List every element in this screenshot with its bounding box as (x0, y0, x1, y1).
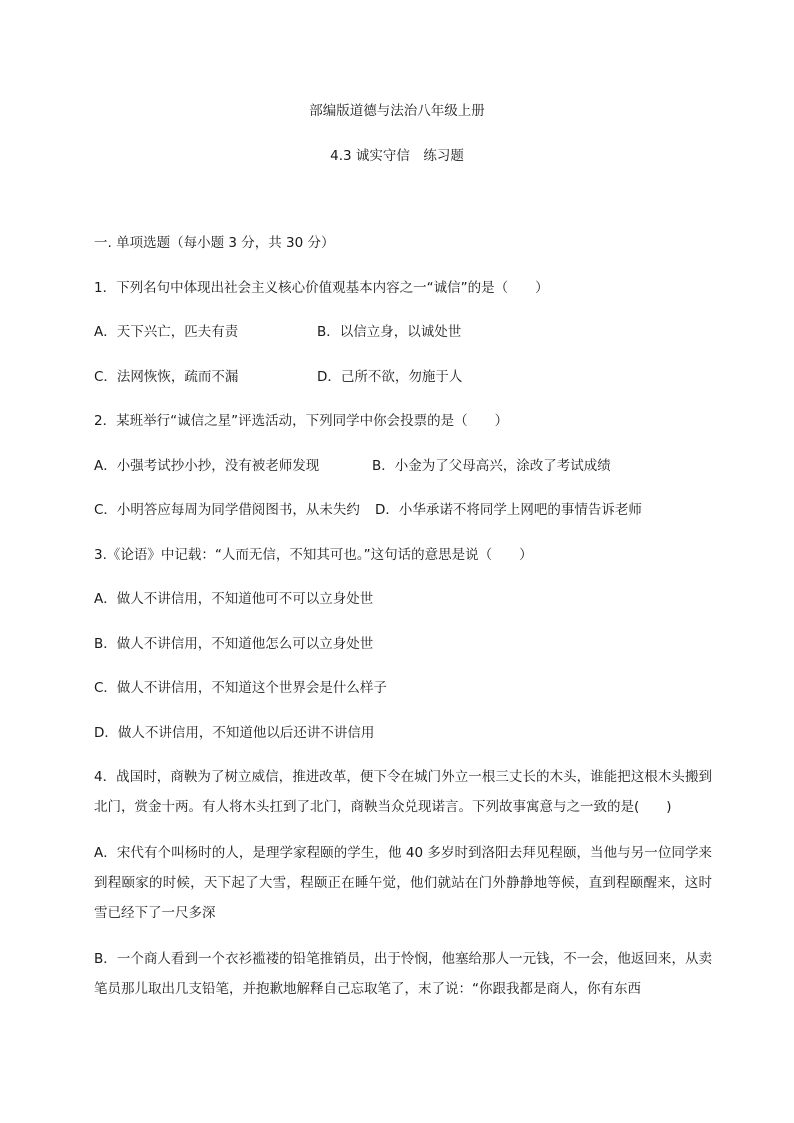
question-2-stem: 2．某班举行“诚信之星”评选活动，下列同学中你会投票的是（ ） (94, 413, 509, 429)
document-title: 部编版道德与法治八年级上册 (309, 103, 485, 119)
question-1-options-row-2 (94, 367, 714, 387)
question-4-option-a: A．宋代有个叫杨时的人，是理学家程颐的学生，他 40 多岁时到洛阳去拜见程颐，当他与另一位同学来到程颐家的时候，天下起了大雪，程颐正在睡午觉，他们就站在门外静静地等候，直到程颐醒来，这时雪已经下了一尺多深 (94, 845, 712, 921)
question-1-option-c: C．法网恢恢，疏而不漏 (94, 369, 239, 385)
section-heading: 一. 单项选题（每小题 3 分，共 30 分） (94, 235, 335, 251)
question-2-option-c: C．小明答应每周为同学借阅图书，从未失约 (94, 502, 360, 518)
question-1-options-row-1 (94, 322, 714, 342)
question-1-option-d: D．己所不欲，勿施于人 (317, 369, 463, 385)
question-1-option-b: B．以信立身，以诚处世 (317, 324, 462, 340)
question-1-option-a: A．天下兴亡，匹夫有责 (94, 324, 239, 340)
question-2-options-row-2 (94, 500, 714, 520)
question-2-option-a: A．小强考试抄小抄，没有被老师发现 (94, 458, 320, 474)
question-3-option-d: D．做人不讲信用，不知道他以后还讲不讲信用 (94, 725, 375, 741)
question-1-stem: 1．下列名句中体现出社会主义核心价值观基本内容之一“诚信”的是（ ） (94, 280, 549, 296)
question-2-option-b: B．小金为了父母高兴，涂改了考试成绩 (372, 458, 611, 474)
question-3-option-b: B．做人不讲信用，不知道他怎么可以立身处世 (94, 636, 374, 652)
question-4-option-b: B．一个商人看到一个衣衫褴褛的铅笔推销员，出于怜悯，他塞给那人一元钱，不一会，他返回来，从卖笔员那儿取出几支铅笔，并抱歉地解释自己忘取笔了，末了说：“你跟我都是商人，你有东西 (94, 951, 712, 997)
document-subtitle: 4.3 诚实守信 练习题 (330, 148, 464, 164)
question-2-option-d: D．小华承诺不将同学上网吧的事情告诉老师 (375, 502, 642, 518)
question-3-option-c: C．做人不讲信用，不知道这个世界会是什么样子 (94, 680, 387, 696)
question-3-option-a: A．做人不讲信用，不知道他可不可以立身处世 (94, 591, 374, 607)
question-3-stem: 3.《论语》中记载：“人而无信，不知其可也。”这句话的意思是说（ ） (94, 547, 533, 563)
question-2-options-row-1 (94, 456, 714, 476)
question-4-stem: 4．战国时，商鞅为了树立威信，推进改革，便下令在城门外立一根三丈长的木头，谁能把这根木头搬到北门，赏金十两。有人将木头扛到了北门，商鞅当众兑现诺言。下列故事寓意与之一致的是( ) (94, 769, 712, 815)
